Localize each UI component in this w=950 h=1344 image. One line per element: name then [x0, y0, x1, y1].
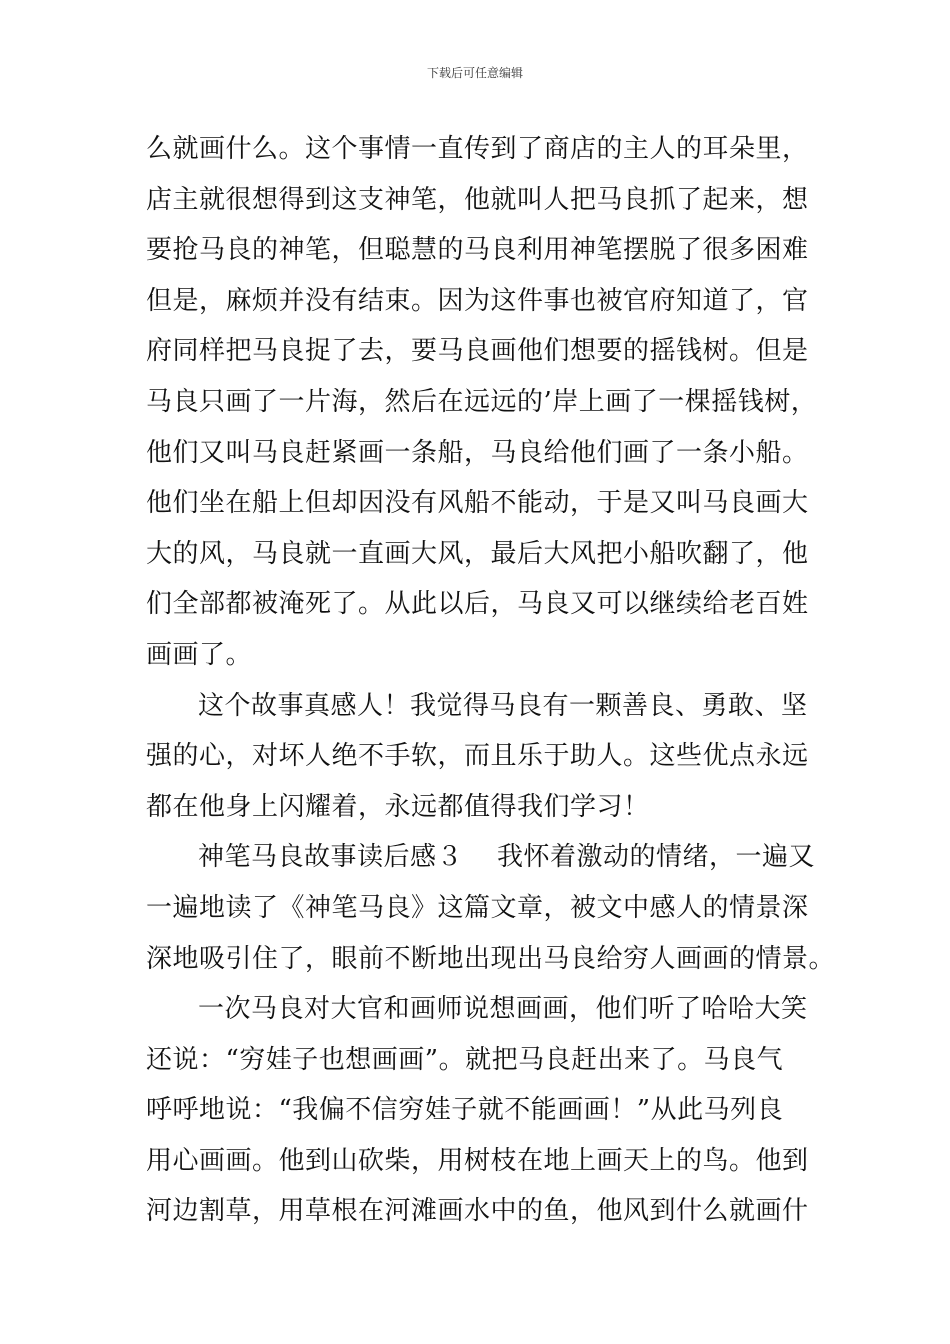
text-line-19: 还说：“穷娃子也想画画”。就把马良赶出来了。马良气: [146, 1044, 784, 1075]
text-line-2: 店主就很想得到这支神笔，他就叫人把马良抓了起来，想: [146, 184, 809, 215]
text-line-21: 用心画画。他到山砍柴，用树枝在地上画天上的鸟。他到: [146, 1145, 809, 1176]
text-line-9: 大的风，马良就一直画大风，最后大风把小船吹翻了，他: [146, 538, 809, 569]
text-line-1: 么就画什么。这个事情一直传到了商店的主人的耳朵里，: [146, 134, 809, 164]
text-line-20: 呼呼地说：“我偏不信穷娃子就不能画画！”从此马列良: [146, 1095, 784, 1126]
text-line-8: 他们坐在船上但却因没有风船不能动，于是又叫马良画大: [146, 488, 809, 519]
text-line-5: 府同样把马良捉了去，要马良画他们想要的摇钱树。但是: [146, 336, 809, 367]
section-heading: 神笔马良故事读后感３: [198, 842, 464, 873]
text-line-10: 们全部都被淹死了。从此以后，马良又可以继续给老百姓: [146, 589, 809, 620]
text-line-7: 他们又叫马良赶紧画一条船，马良给他们画了一条小船。: [146, 437, 809, 468]
text-line-11: 画画了。: [146, 639, 253, 670]
page-header: 下载后可任意编辑: [426, 66, 523, 80]
document-body: [146, 124, 836, 1237]
text-line-14: 都在他身上闪耀着，永远都值得我们学习！: [146, 791, 650, 822]
text-line-12: 这个故事真感人！我觉得马良有一颗善良、勇敢、坚: [198, 690, 808, 721]
text-line-18: 一次马良对大官和画师说想画画，他们听了哈哈大笑: [198, 994, 808, 1025]
text-line-6: 马良只画了一片海，然后在远远的’岸上画了一棵摇钱树，: [146, 386, 818, 417]
text-line-4: 但是，麻烦并没有结束。因为这件事也被官府知道了，官: [146, 285, 809, 316]
text-line-22: 河边割草，用草根在河滩画水中的鱼，他风到什么就画什: [146, 1196, 809, 1227]
text-line-17: 深地吸引住了，眼前不断地出现出马良给穷人画画的情景。: [146, 943, 836, 974]
text-line-3: 要抢马良的神笔，但聪慧的马良利用神笔摆脱了很多困难: [146, 235, 809, 266]
text-line-15: [146, 832, 818, 883]
section-first-sentence: 我怀着激动的情绪，一遍又: [497, 842, 816, 873]
text-line-13: 强的心，对坏人绝不手软，而且乐于助人。这些优点永远: [146, 741, 809, 772]
text-line-16: 一遍地读了《神笔马良》这篇文章，被文中感人的情景深: [146, 892, 809, 923]
